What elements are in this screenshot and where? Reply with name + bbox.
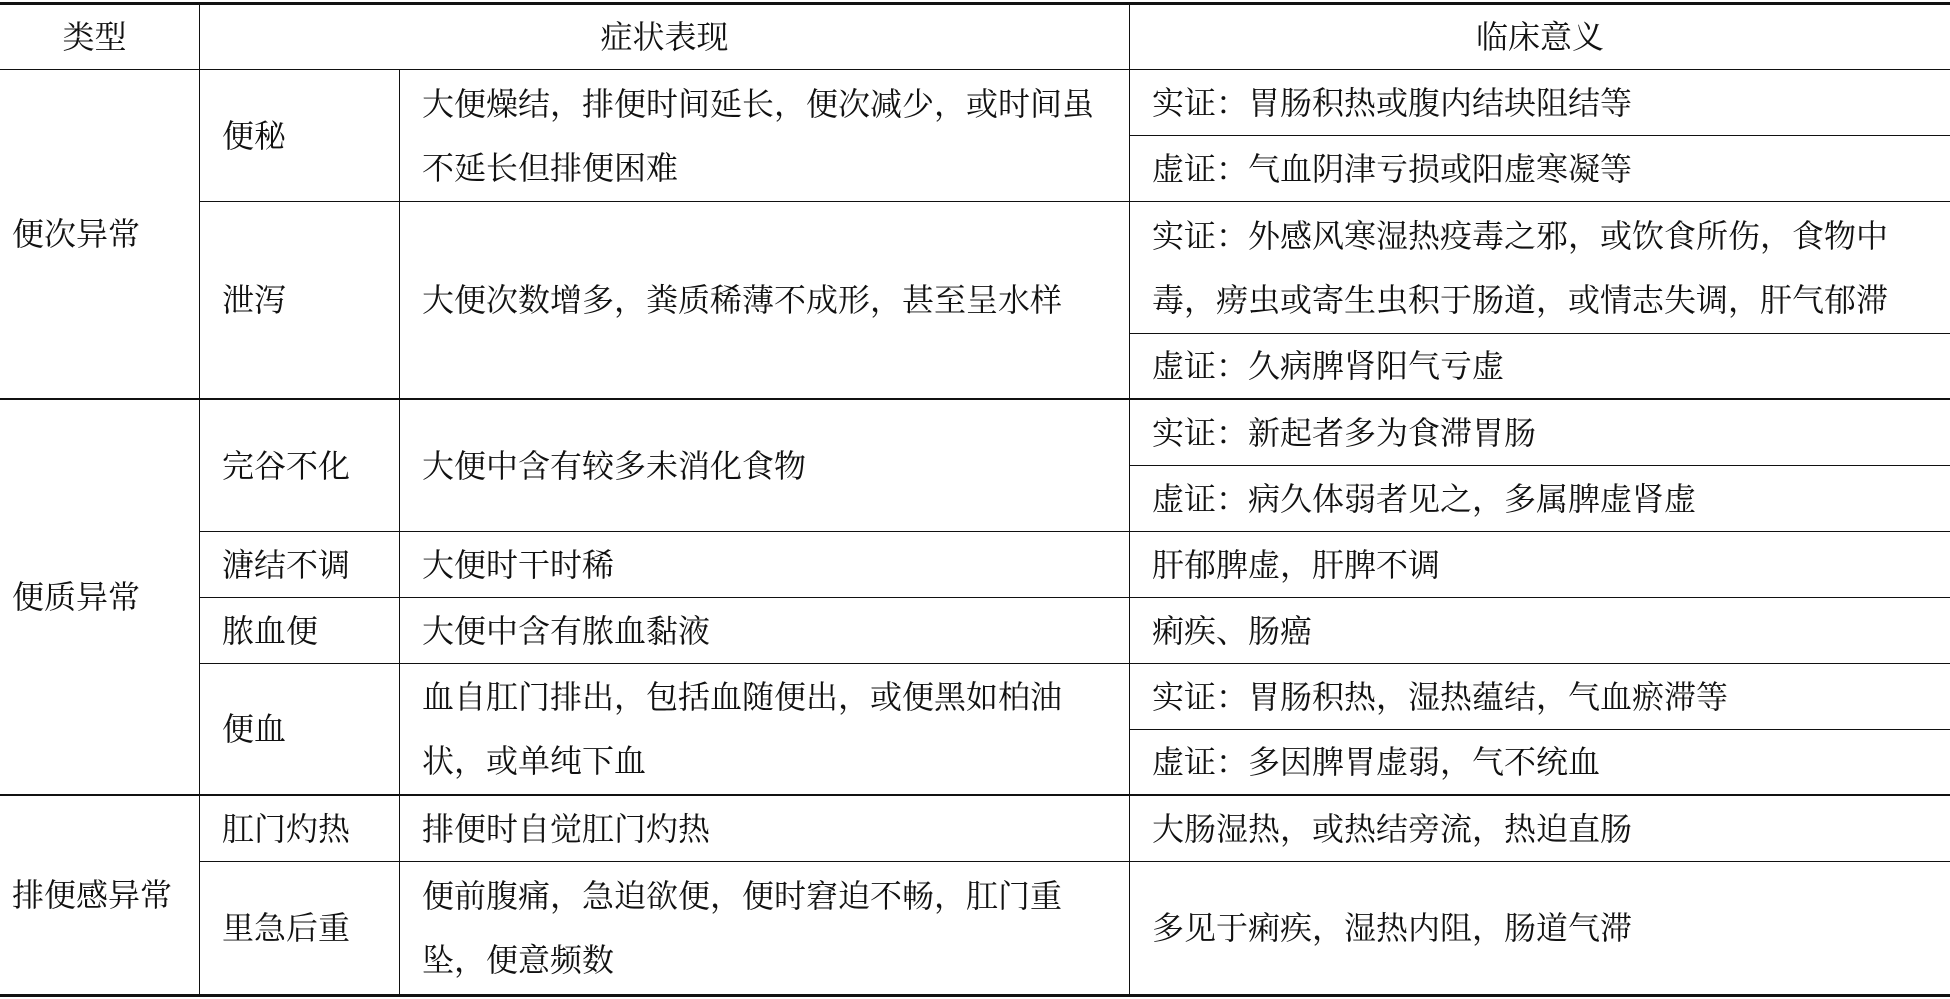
group-cell: 便质异常: [0, 400, 199, 796]
table-row-symptom: 大便次数增多，粪质稀薄不成形，甚至呈水样: [399, 202, 1129, 400]
table-row-significance: 痢疾、肠癌: [1129, 598, 1950, 664]
table-row-subtype: 便血: [199, 664, 399, 796]
table-row-significance: 虚证：久病脾肾阳气亏虚: [1129, 334, 1950, 400]
table-row-subtype: 肛门灼热: [199, 796, 399, 862]
table-row-significance: 虚证：气血阴津亏损或阳虚寒凝等: [1129, 136, 1950, 202]
table-row-symptom: 大便中含有较多未消化食物: [399, 400, 1129, 532]
header-type: 类型: [0, 5, 199, 70]
table-row-symptom: 便前腹痛，急迫欲便，便时窘迫不畅，肛门重坠，便意频数: [399, 862, 1129, 994]
table-row-significance: 实证：新起者多为食滞胃肠: [1129, 400, 1950, 466]
table-row-significance: 虚证：病久体弱者见之，多属脾虚肾虚: [1129, 466, 1950, 532]
table-row-symptom: 大便时干时稀: [399, 532, 1129, 598]
table-row-subtype: 完谷不化: [199, 400, 399, 532]
group-cell: 排便感异常: [12, 876, 173, 914]
table-row-symptom: 血自肛门排出，包括血随便出，或便黑如柏油状，或单纯下血: [399, 664, 1129, 796]
table-row-significance: 实证：胃肠积热或腹内结块阻结等: [1129, 70, 1950, 136]
table-row-significance: 实证：胃肠积热，湿热蕴结，气血瘀滞等: [1129, 664, 1950, 730]
table-row-subtype: 里急后重: [199, 862, 399, 994]
table-row-subtype: 便秘: [199, 70, 399, 202]
table-row-subtype: 脓血便: [199, 598, 399, 664]
table-row-significance: 大肠湿热，或热结旁流，热迫直肠: [1129, 796, 1950, 862]
table-row-subtype: 溏结不调: [199, 532, 399, 598]
table-row-significance: 肝郁脾虚，肝脾不调: [1129, 532, 1950, 598]
table-row-symptom: 排便时自觉肛门灼热: [399, 796, 1129, 862]
table-row-significance: 虚证：多因脾胃虚弱，气不统血: [1129, 730, 1950, 796]
table-row-significance: 多见于痢疾，湿热内阻，肠道气滞: [1129, 862, 1950, 994]
table-row-symptom: 大便中含有脓血黏液: [399, 598, 1129, 664]
table-row-significance: 实证：外感风寒湿热疫毒之邪，或饮食所伤，食物中毒，痨虫或寄生虫积于肠道，或情志失调，肝气郁滞: [1129, 202, 1950, 334]
table-row-symptom: 大便燥结，排便时间延长，便次减少，或时间虽不延长但排便困难: [399, 70, 1129, 202]
header-symptom: 症状表现: [199, 5, 1129, 70]
group-cell: 便次异常: [0, 70, 199, 400]
header-significance: 临床意义: [1129, 5, 1950, 70]
table-row-subtype: 泄泻: [199, 202, 399, 400]
symptom-table: [0, 2, 1950, 997]
